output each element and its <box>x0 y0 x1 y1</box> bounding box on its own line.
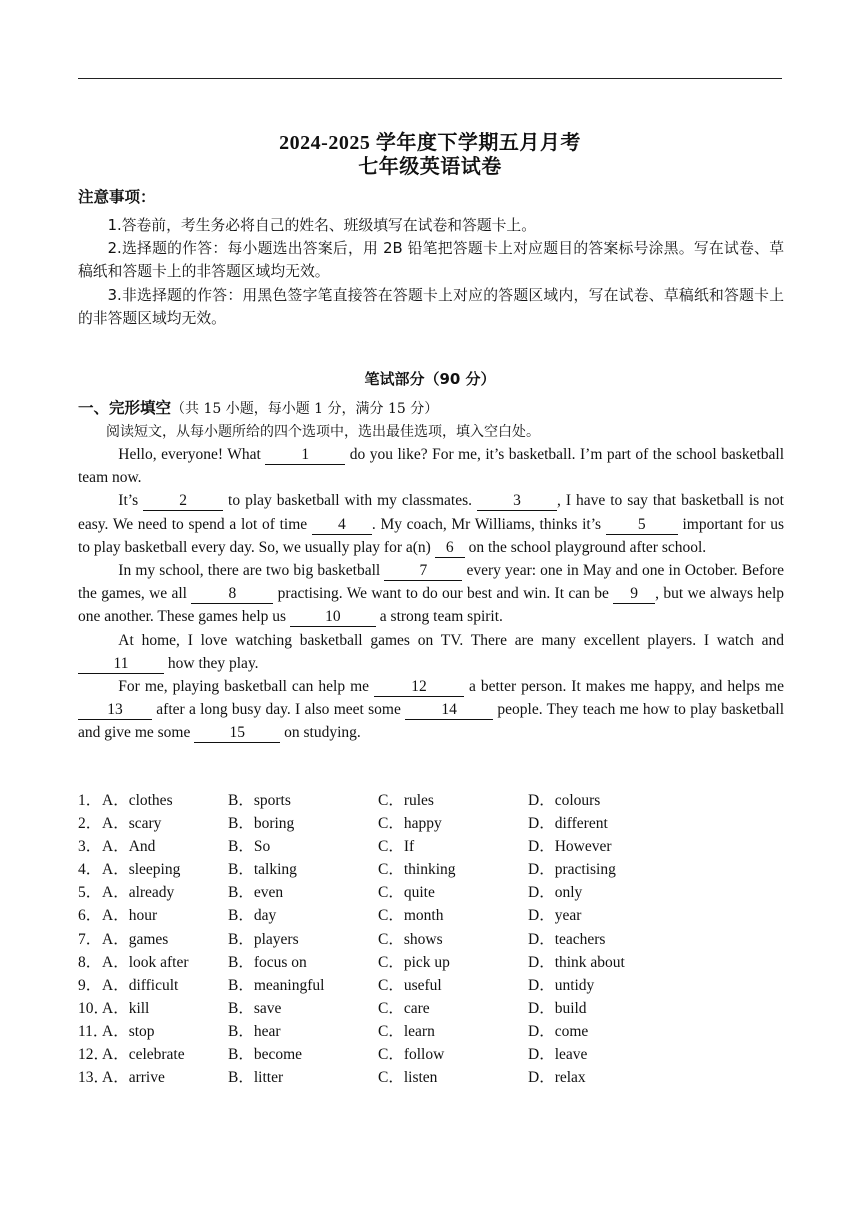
passage-paragraph <box>78 489 784 559</box>
passage-text: after a long busy day. I also meet some <box>152 701 406 719</box>
question-number: 6． <box>78 907 102 925</box>
cloze-blank-12: 12 <box>374 678 464 697</box>
question-row <box>78 928 784 951</box>
passage-paragraph <box>78 443 784 489</box>
cloze-blank-14: 14 <box>405 701 493 720</box>
passage-paragraph <box>78 629 784 675</box>
option-c: C．care <box>378 999 430 1017</box>
passage-text: on the school playground after school. <box>464 538 707 556</box>
question-number: 2． <box>78 815 102 833</box>
question-row <box>78 858 784 881</box>
option-d: D．think about <box>528 953 625 971</box>
option-a: A．arrive <box>102 1069 165 1087</box>
question-row <box>78 974 784 997</box>
passage-text: , I have to say that basketball is not easy. We need to spend a lot of time <box>78 492 784 533</box>
option-b: B．focus on <box>228 953 307 971</box>
passage-text: how they play. <box>164 654 259 672</box>
part1-heading: 一、完形填空 <box>78 399 172 417</box>
cloze-blank-13: 13 <box>78 701 152 720</box>
header-rule <box>78 78 782 79</box>
option-c: C．learn <box>378 1022 435 1040</box>
passage-text: Hello, everyone! What <box>118 446 266 463</box>
question-number: 10． <box>78 999 110 1017</box>
option-d: D．However <box>528 838 612 856</box>
option-a: A．celebrate <box>102 1046 185 1064</box>
option-a: A．games <box>102 930 169 948</box>
option-b: B．litter <box>228 1069 284 1087</box>
question-number: 5． <box>78 884 102 902</box>
option-d: D．teachers <box>528 930 606 948</box>
option-c: C．If <box>378 838 415 856</box>
option-c: C．quite <box>378 884 435 902</box>
cloze-blank-2: 2 <box>143 492 223 511</box>
question-row <box>78 789 784 812</box>
option-b: B．day <box>228 907 277 925</box>
notes-heading: 注意事项： <box>78 188 156 206</box>
option-a: A．scary <box>102 815 162 833</box>
option-c: C．follow <box>378 1046 445 1064</box>
part1-header <box>78 397 784 444</box>
question-row <box>78 1066 784 1089</box>
option-d: D．year <box>528 907 582 925</box>
option-d: D．colours <box>528 792 601 809</box>
option-a: A．already <box>102 884 175 902</box>
passage-paragraph <box>78 559 784 629</box>
passage-text: on studying. <box>280 724 361 742</box>
part1-heading-note: （共 15 小题，每小题 1 分，满分 15 分） <box>171 401 439 417</box>
section-title: 笔试部分（90 分） <box>364 370 496 388</box>
option-b: B．boring <box>228 815 295 833</box>
question-number: 1． <box>78 792 102 809</box>
option-b: B．become <box>228 1046 303 1064</box>
question-number: 11． <box>78 1022 109 1040</box>
note-item: 2.选择题的作答：每小题选出答案后，用 2B 铅笔把答题卡上对应题目的答案标号涂黑。写在试卷、草稿纸和答题卡上的非答题区域均无效。 <box>78 240 784 281</box>
cloze-blank-5: 5 <box>606 516 678 535</box>
question-number: 3． <box>78 838 102 856</box>
part1-instruction: 阅读短文，从每小题所给的四个选项中，选出最佳选项，填入空白处。 <box>106 424 540 441</box>
question-number: 8． <box>78 953 102 971</box>
question-number: 13． <box>78 1069 110 1087</box>
option-a: A．difficult <box>102 976 179 994</box>
option-b: B．meaningful <box>228 976 325 994</box>
cloze-blank-1: 1 <box>265 446 345 465</box>
notes-list <box>78 214 784 330</box>
option-c: C．rules <box>378 792 434 809</box>
passage-text: to play basketball with my classmates. <box>223 492 477 510</box>
question-row <box>78 904 784 927</box>
cloze-blank-8: 8 <box>191 585 273 604</box>
options-list <box>78 789 784 1089</box>
option-b: B．sports <box>228 792 291 809</box>
passage-text: do you like? For me, it’s basketball. I’m part of the school basketball team now. <box>78 446 785 487</box>
question-number: 7． <box>78 930 102 948</box>
question-row <box>78 997 784 1020</box>
cloze-blank-3: 3 <box>477 492 557 511</box>
question-row <box>78 812 784 835</box>
passage-text: every year: one in May and one in October. Before the games, we all <box>78 562 784 603</box>
option-c: C．useful <box>378 976 442 994</box>
passage-text: practising. We want to do our best and win. It can be <box>273 585 614 603</box>
question-row <box>78 951 784 974</box>
passage-text: In my school, there are two big basketball <box>118 562 385 580</box>
exam-subtitle: 七年级英语试卷 <box>358 156 502 178</box>
question-row <box>78 1043 784 1066</box>
cloze-passage <box>78 443 784 745</box>
cloze-blank-15: 15 <box>194 724 280 743</box>
option-a: A．kill <box>102 999 150 1017</box>
option-c: C．thinking <box>378 861 456 879</box>
passage-text: a strong team spirit. <box>375 608 503 626</box>
question-number: 9． <box>78 976 102 994</box>
option-d: D．relax <box>528 1069 586 1087</box>
option-b: B．players <box>228 930 299 948</box>
passage-text: It’s <box>118 492 144 510</box>
option-d: D．leave <box>528 1046 588 1064</box>
passage-text: important for us to play basketball every day. So, we usually play for a(n) <box>78 515 785 556</box>
note-item: 3.非选择题的作答：用黑色签字笔直接答在答题卡上对应的答题区域内，写在试卷、草稿纸和答题卡上的非答题区域均无效。 <box>78 286 784 327</box>
option-a: A．look after <box>102 953 189 971</box>
note-item: 1.答卷前，考生务必将自己的姓名、班级填写在试卷和答题卡上。 <box>107 217 537 234</box>
option-c: C．pick up <box>378 953 450 971</box>
option-b: B．save <box>228 999 282 1017</box>
question-row <box>78 1020 784 1043</box>
option-d: D．only <box>528 884 583 902</box>
option-d: D．build <box>528 999 587 1017</box>
question-row <box>78 835 784 858</box>
passage-text: , but we always help one another. These games help us <box>78 585 785 626</box>
question-row <box>78 881 784 904</box>
option-a: A．And <box>102 838 156 856</box>
option-c: C．month <box>378 907 444 925</box>
cloze-blank-11: 11 <box>78 655 164 674</box>
option-a: A．hour <box>102 907 158 925</box>
passage-paragraph <box>78 675 784 745</box>
option-c: C．listen <box>378 1069 438 1087</box>
cloze-blank-9: 9 <box>613 585 655 604</box>
passage-text: At home, I love watching basketball games on TV. There are many excellent players. I watch and <box>118 631 784 649</box>
option-a: A．sleeping <box>102 861 181 879</box>
cloze-blank-6: 6 <box>435 539 465 558</box>
option-b: B．So <box>228 838 271 856</box>
passage-text: For me, playing basketball can help me <box>118 678 374 696</box>
passage-text: people. They teach me how to play basketball and give me some <box>78 701 784 742</box>
option-b: B．talking <box>228 861 297 879</box>
cloze-blank-4: 4 <box>312 516 372 535</box>
option-a: A．stop <box>102 1022 155 1040</box>
question-number: 4． <box>78 861 102 879</box>
passage-text: a better person. It makes me happy, and helps me <box>464 678 784 696</box>
cloze-blank-10: 10 <box>290 608 376 627</box>
option-b: B．even <box>228 884 284 902</box>
option-c: C．shows <box>378 930 443 948</box>
option-c: C．happy <box>378 815 442 833</box>
option-d: D．different <box>528 815 608 833</box>
question-number: 12． <box>78 1046 110 1064</box>
option-a: A．clothes <box>102 792 173 809</box>
option-d: D．untidy <box>528 976 595 994</box>
option-d: D．come <box>528 1022 589 1040</box>
option-b: B．hear <box>228 1022 281 1040</box>
passage-text: . My coach, Mr Williams, thinks it’s <box>371 515 606 533</box>
cloze-blank-7: 7 <box>384 562 462 581</box>
option-d: D．practising <box>528 861 616 879</box>
exam-title: 2024-2025 学年度下学期五月月考 <box>279 132 581 154</box>
